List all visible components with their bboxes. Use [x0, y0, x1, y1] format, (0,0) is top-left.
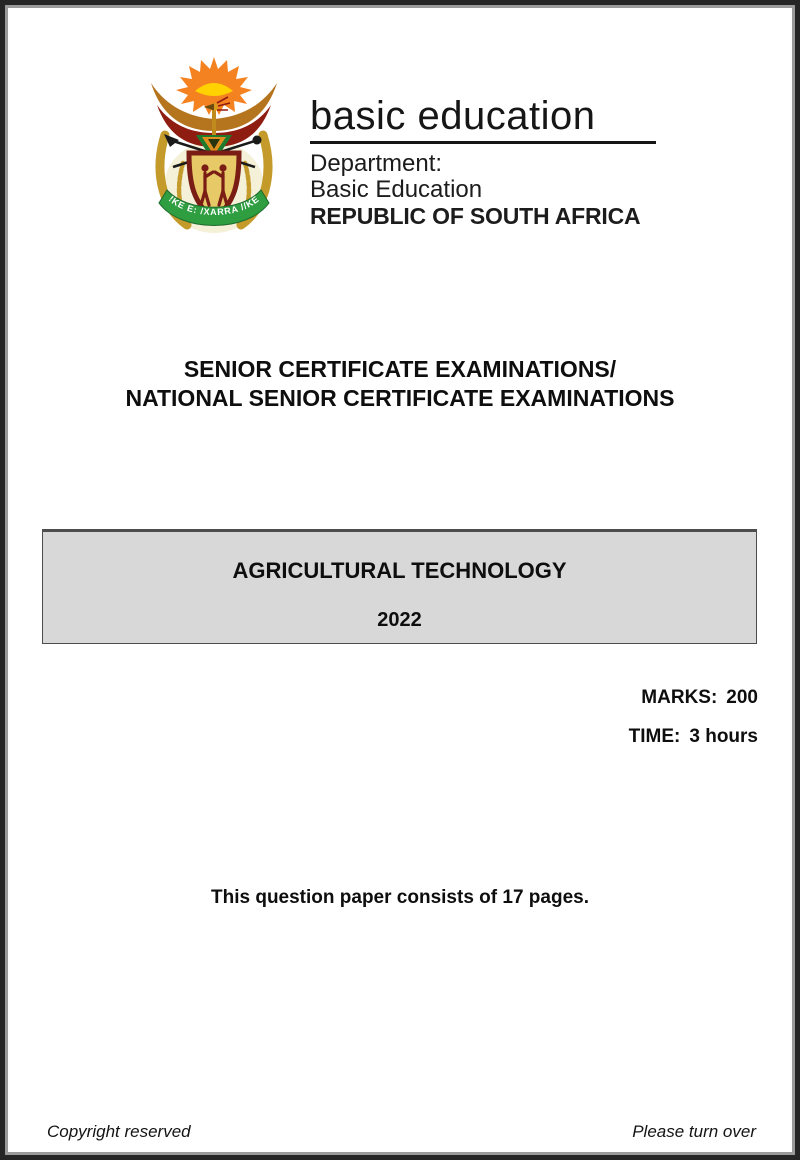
department-wordmark-block: [310, 94, 690, 229]
marks-value: 200: [726, 687, 758, 708]
wordmark: basic education: [310, 94, 596, 138]
subject-year: 2022: [377, 609, 422, 631]
marks-label: MARKS:: [641, 687, 718, 708]
coat-of-arms-logo: [138, 55, 290, 255]
wordmark-rule: [310, 141, 656, 144]
time-line: [629, 726, 758, 748]
time-label: TIME:: [628, 726, 681, 747]
motto-text: !KE E: /XARRA //KE: [166, 193, 262, 218]
time-value: 3 hours: [689, 726, 758, 747]
subject-box: [42, 529, 757, 644]
pages-note: This question paper consists of 17 pages.: [211, 887, 589, 908]
footer-turn-over: Please turn over: [632, 1122, 756, 1141]
exam-heading-line-2: NATIONAL SENIOR CERTIFICATE EXAMINATIONS: [125, 385, 675, 411]
exam-heading-line-1: SENIOR CERTIFICATE EXAMINATIONS/: [183, 356, 617, 382]
subject-title: AGRICULTURAL TECHNOLOGY: [232, 558, 567, 583]
exam-heading: [0, 355, 800, 413]
dept-line-3: REPUBLIC OF SOUTH AFRICA: [310, 203, 641, 229]
dept-line-2: Basic Education: [310, 176, 483, 203]
footer-copyright: Copyright reserved: [47, 1122, 191, 1141]
dept-line-1: Department:: [310, 150, 443, 177]
marks-line: [641, 687, 758, 709]
